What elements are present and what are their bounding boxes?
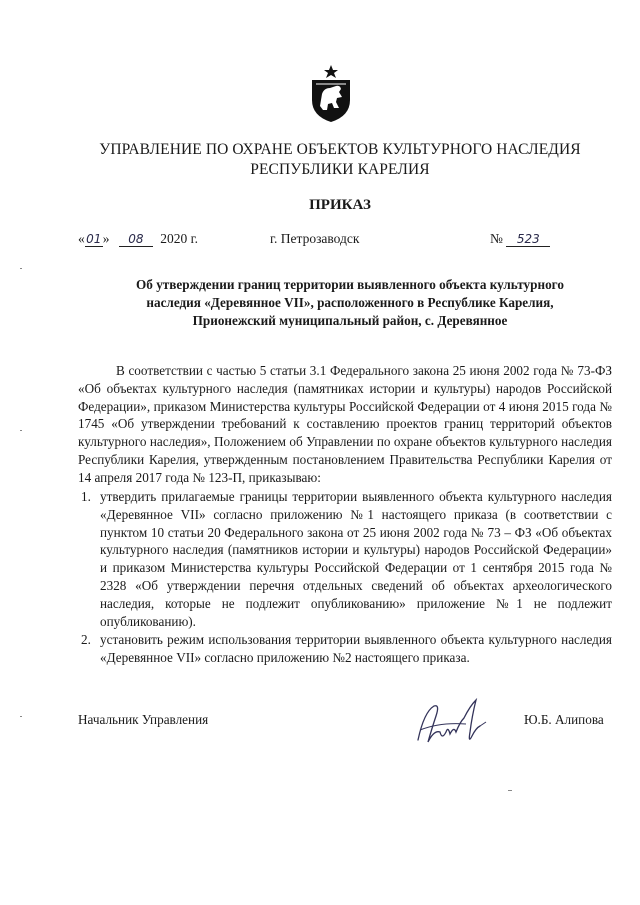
subject-line2: наследия «Деревянное VII», расположенного в Республике Карелия, bbox=[146, 295, 554, 310]
org-name-line2: РЕСПУБЛИКИ КАРЕЛИЯ bbox=[250, 161, 430, 178]
list-item-text: установить режим использования территории выявленного объекта культурного наследия «Деревянное VII» согласно приложению №2 настоящего приказа. bbox=[100, 632, 612, 665]
list-item-text: утвердить прилагаемые границы территории выявленного объекта культурного наследия «Деревянное VII» согласно приложению №1 настоящего приказа (в соответствии с пунктом 10 статьи 20 Федерального закона от 25 июня 2002 года № 73 – ФЗ «Об объектах культурного наследия (памятников истории и культуры) народов Российской Федерации» и приказом Министерства культуры Российской Федерации от 1 сентября 2015 года № 2328 «Об утверждении перечня отдельных сведений об объектах археологического наследия, которые не подлежит опубликованию» приложение №1 не подлежит опубликованию). bbox=[100, 489, 612, 629]
scan-speck bbox=[508, 790, 512, 791]
list-item bbox=[78, 488, 612, 630]
scan-speck bbox=[20, 716, 22, 717]
scan-speck bbox=[20, 268, 22, 269]
scan-speck bbox=[20, 430, 22, 431]
order-year: 2020 г. bbox=[160, 231, 199, 246]
handwritten-signature-icon bbox=[410, 692, 500, 752]
subject-line3: Прионежский муниципальный район, с. Деревянное bbox=[192, 313, 508, 328]
order-date: «01» 08 2020 г. bbox=[78, 231, 199, 246]
order-month: 08 bbox=[119, 232, 153, 247]
signatory-position: Начальник Управления bbox=[78, 712, 209, 727]
order-number-value: 523 bbox=[506, 232, 550, 247]
order-subject bbox=[100, 276, 600, 330]
order-city: г. Петрозаводск bbox=[270, 231, 360, 246]
list-item-number: 2. bbox=[81, 632, 91, 647]
coat-of-arms-emblem-icon bbox=[306, 64, 356, 124]
order-number: № 523 bbox=[490, 231, 550, 247]
order-day: 01 bbox=[86, 232, 102, 246]
org-name-line1: УПРАВЛЕНИЕ ПО ОХРАНЕ ОБЪЕКТОВ КУЛЬТУРНОГО НАСЛЕДИЯ bbox=[99, 141, 581, 158]
subject-line1: Об утверждении границ территории выявленного объекта культурного bbox=[136, 277, 564, 292]
list-item bbox=[78, 631, 612, 667]
signatory-name: Ю.Б. Алипова bbox=[524, 712, 604, 727]
list-item-number: 1. bbox=[81, 489, 91, 504]
preamble-paragraph: В соответствии с частью 5 статьи 3.1 Федерального закона 25 июня 2002 года № 73-ФЗ «Об объектах культурного наследия (памятниках истории и культуры) народов Российской Федерации», приказом Министерства культуры Российской Федерации от 4 июня 2015 года № 1745 «Об утверждении требований к составлению проектов границ территорий объектов культурного наследия», Положением об Управлении по охране объектов культурного наследия Республики Карелия, утвержденным постановлением Правительства Республики Карелия от 14 апреля 2017 года № 123-П, приказываю: bbox=[78, 363, 612, 485]
document-type-title: ПРИКАЗ bbox=[309, 197, 371, 213]
